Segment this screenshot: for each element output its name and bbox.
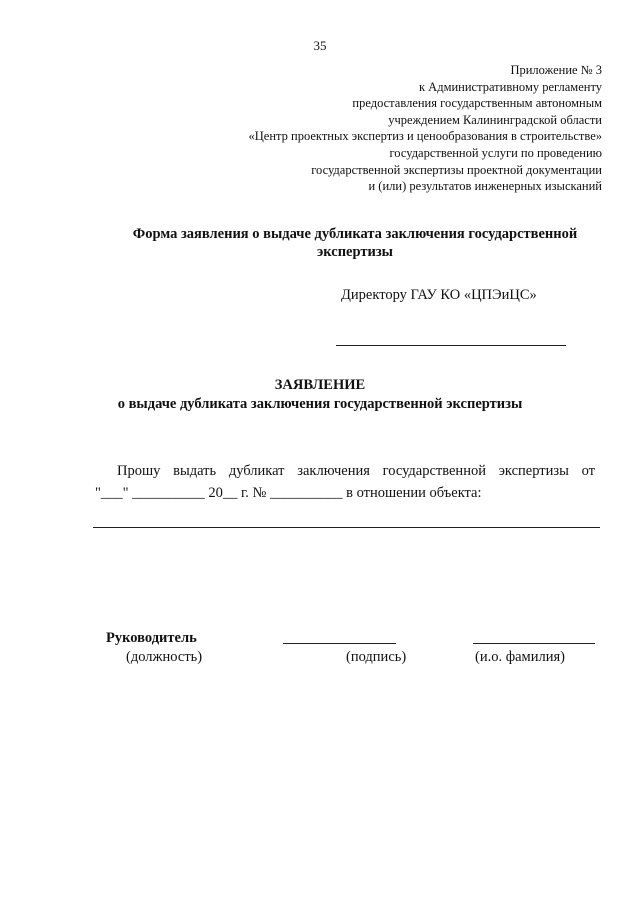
appendix-line: учреждением Калининградской области xyxy=(388,112,602,127)
appendix-line: Приложение № 3 xyxy=(510,63,602,77)
object-blank-line[interactable] xyxy=(93,527,600,528)
appendix-line: государственной экспертизы проектной документации xyxy=(311,162,602,177)
signature-blank-line[interactable] xyxy=(283,643,396,644)
statement-title xyxy=(0,376,640,414)
appendix-line: «Центр проектных экспертиз и ценообразования в строительстве» xyxy=(248,129,602,144)
name-caption: (и.о. фамилия) xyxy=(475,649,565,665)
body-line: Прошу выдать дубликат заключения государственной экспертизы от xyxy=(117,463,595,479)
signature-block xyxy=(0,627,640,677)
form-title-line: Форма заявления о выдаче дубликата заключения государственной xyxy=(132,226,578,242)
signature-caption: (подпись) xyxy=(346,649,407,665)
statement-heading: ЗАЯВЛЕНИЕ xyxy=(274,377,366,393)
name-blank-line[interactable] xyxy=(473,643,595,644)
appendix-line: государственной услуги по проведению xyxy=(389,145,602,160)
appendix-header xyxy=(249,62,602,195)
appendix-line: и (или) результатов инженерных изысканий xyxy=(368,179,602,194)
body-line-fill-fields[interactable]: "___" __________ 20__ г. № __________ в отношении объекта: xyxy=(95,485,482,501)
appendix-line: предоставления государственным автономным xyxy=(352,96,602,111)
page-number: 35 xyxy=(313,38,327,53)
form-title-line: экспертизы xyxy=(317,244,393,260)
statement-body xyxy=(95,460,595,504)
position-caption: (должность) xyxy=(126,649,203,665)
appendix-line: к Административному регламенту xyxy=(418,79,602,94)
form-title xyxy=(95,225,615,261)
addressee-blank-line[interactable] xyxy=(336,345,566,346)
statement-subheading: о выдаче дубликата заключения государственной экспертизы xyxy=(117,396,523,412)
role-label: Руководитель xyxy=(106,630,197,646)
addressee: Директору ГАУ КО «ЦПЭиЦС» xyxy=(341,287,537,303)
